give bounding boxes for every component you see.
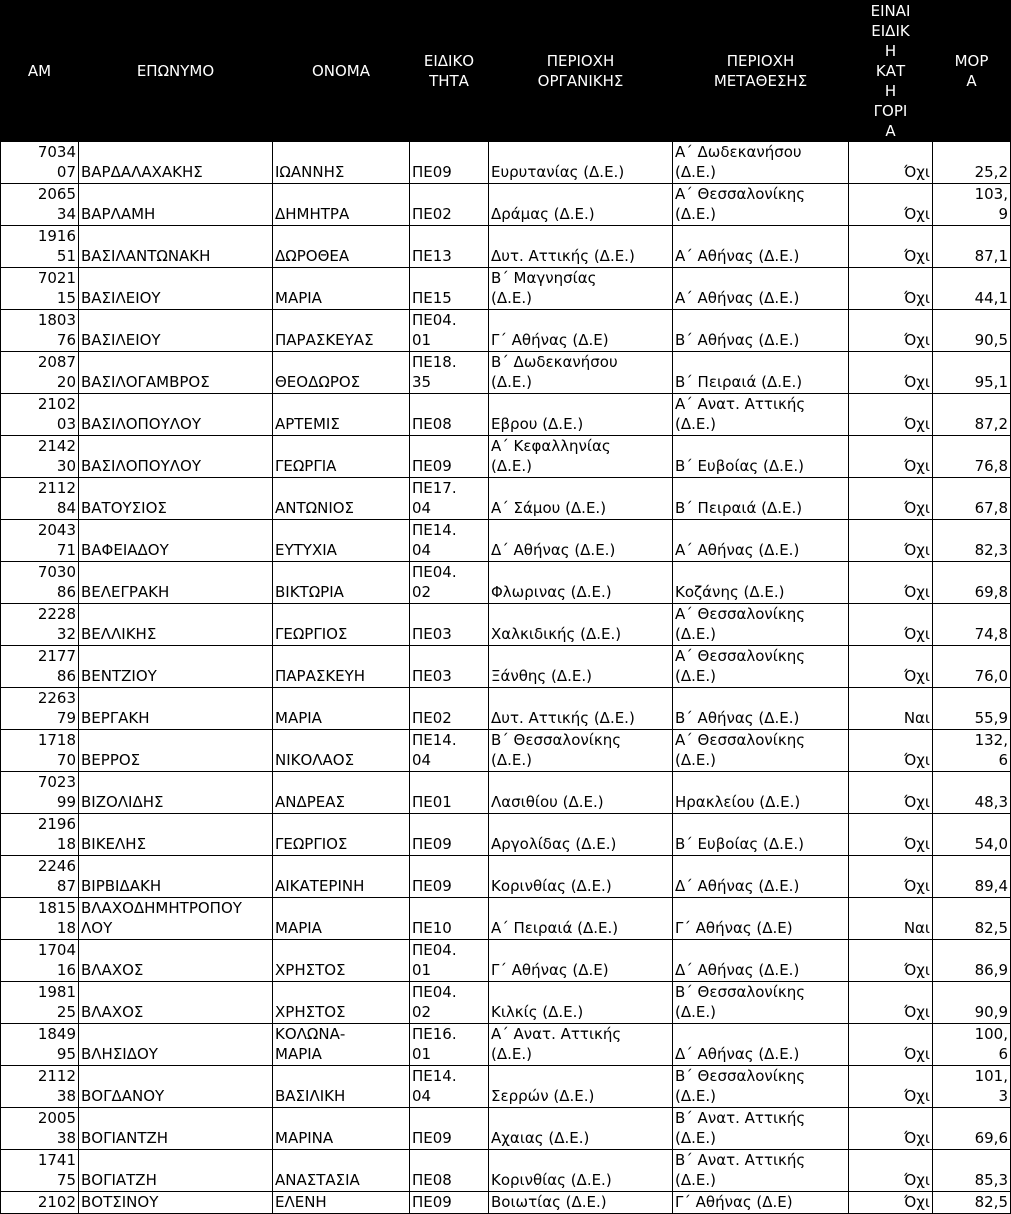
cell-organic-area: Αργολίδας (Δ.Ε.)	[489, 814, 673, 856]
table-row	[1, 478, 1011, 520]
cell-organic-area: Ευρυτανίας (Δ.Ε.)	[489, 142, 673, 184]
cell-special-category: Όχι	[849, 142, 933, 184]
cell-points: 85,3	[933, 1150, 1011, 1192]
cell-surname: ΒΕΝΤΖΙΟΥ	[79, 646, 273, 688]
cell-transfer-area: Α΄ Αθήνας (Δ.Ε.)	[673, 226, 849, 268]
table-row	[1, 772, 1011, 814]
cell-organic-area: Δυτ. Αττικής (Δ.Ε.)	[489, 688, 673, 730]
cell-points: 87,1	[933, 226, 1011, 268]
cell-am: 1718 70	[1, 730, 79, 772]
cell-points: 82,5	[933, 1192, 1011, 1214]
cell-am: 1815 18	[1, 898, 79, 940]
cell-specialty: ΠΕ09	[410, 436, 489, 478]
cell-special-category: Όχι	[849, 646, 933, 688]
cell-organic-area: Α΄ Κεφαλληνίας (Δ.Ε.)	[489, 436, 673, 478]
cell-name: ΑΝΔΡΕΑΣ	[273, 772, 410, 814]
cell-specialty: ΠΕ09	[410, 814, 489, 856]
cell-special-category: Όχι	[849, 394, 933, 436]
cell-organic-area: Α΄ Πειραιά (Δ.Ε.)	[489, 898, 673, 940]
cell-transfer-area: Α΄ Θεσσαλονίκης (Δ.Ε.)	[673, 646, 849, 688]
table-row	[1, 142, 1011, 184]
cell-am: 2196 18	[1, 814, 79, 856]
cell-organic-area: Κορινθίας (Δ.Ε.)	[489, 1150, 673, 1192]
cell-transfer-area: Β΄ Θεσσαλονίκης (Δ.Ε.)	[673, 1066, 849, 1108]
table-row	[1, 562, 1011, 604]
cell-specialty: ΠΕ08	[410, 394, 489, 436]
cell-specialty: ΠΕ09	[410, 1108, 489, 1150]
cell-am: 7030 86	[1, 562, 79, 604]
cell-organic-area: Εβρου (Δ.Ε.)	[489, 394, 673, 436]
cell-organic-area: Φλωρινας (Δ.Ε.)	[489, 562, 673, 604]
cell-name: ΠΑΡΑΣΚΕΥΗ	[273, 646, 410, 688]
cell-special-category: Όχι	[849, 982, 933, 1024]
cell-transfer-area: Α΄ Θεσσαλονίκης (Δ.Ε.)	[673, 184, 849, 226]
cell-specialty: ΠΕ13	[410, 226, 489, 268]
cell-name: ΜΑΡΙΑ	[273, 688, 410, 730]
cell-specialty: ΠΕ08	[410, 1150, 489, 1192]
cell-special-category: Όχι	[849, 310, 933, 352]
cell-organic-area: Κορινθίας (Δ.Ε.)	[489, 856, 673, 898]
cell-special-category: Όχι	[849, 814, 933, 856]
cell-special-category: Ναι	[849, 688, 933, 730]
header-row	[1, 1, 1011, 142]
cell-points: 90,5	[933, 310, 1011, 352]
cell-points: 44,1	[933, 268, 1011, 310]
cell-special-category: Όχι	[849, 1108, 933, 1150]
cell-transfer-area: Γ΄ Αθήνας (Δ.Ε)	[673, 1192, 849, 1214]
cell-am: 2005 38	[1, 1108, 79, 1150]
cell-name: ΕΥΤΥΧΙΑ	[273, 520, 410, 562]
cell-specialty: ΠΕ04. 01	[410, 310, 489, 352]
cell-points: 74,8	[933, 604, 1011, 646]
cell-organic-area: Β΄ Θεσσαλονίκης (Δ.Ε.)	[489, 730, 673, 772]
cell-specialty: ΠΕ04. 02	[410, 562, 489, 604]
cell-transfer-area: Δ΄ Αθήνας (Δ.Ε.)	[673, 1024, 849, 1066]
cell-organic-area: Ξάνθης (Δ.Ε.)	[489, 646, 673, 688]
cell-am: 1916 51	[1, 226, 79, 268]
header-special-category: ΕΙΝΑΙ ΕΙΔΙΚ Η ΚΑΤ Η ΓΟΡΙ Α	[849, 1, 933, 142]
cell-organic-area: Χαλκιδικής (Δ.Ε.)	[489, 604, 673, 646]
cell-name: ΓΕΩΡΓΙΑ	[273, 436, 410, 478]
cell-points: 67,8	[933, 478, 1011, 520]
cell-transfer-area: Δ΄ Αθήνας (Δ.Ε.)	[673, 856, 849, 898]
cell-am: 2112 38	[1, 1066, 79, 1108]
cell-points: 103, 9	[933, 184, 1011, 226]
cell-organic-area: Δ΄ Αθήνας (Δ.Ε.)	[489, 520, 673, 562]
table-row	[1, 688, 1011, 730]
cell-transfer-area: Β΄ Αθήνας (Δ.Ε.)	[673, 688, 849, 730]
cell-name: ΘΕΟΔΩΡΟΣ	[273, 352, 410, 394]
cell-surname: ΒΙΚΕΛΗΣ	[79, 814, 273, 856]
cell-specialty: ΠΕ02	[410, 688, 489, 730]
cell-transfer-area: Α΄ Δωδεκανήσου (Δ.Ε.)	[673, 142, 849, 184]
cell-am: 1981 25	[1, 982, 79, 1024]
cell-am: 1741 75	[1, 1150, 79, 1192]
cell-organic-area: Δυτ. Αττικής (Δ.Ε.)	[489, 226, 673, 268]
cell-specialty: ΠΕ14. 04	[410, 730, 489, 772]
cell-name: ΜΑΡΙΑ	[273, 268, 410, 310]
header-specialty: ΕΙΔΙΚΟ ΤΗΤΑ	[410, 1, 489, 142]
cell-special-category: Όχι	[849, 940, 933, 982]
cell-points: 95,1	[933, 352, 1011, 394]
cell-surname: ΒΕΛΛΙΚΗΣ	[79, 604, 273, 646]
cell-specialty: ΠΕ16. 01	[410, 1024, 489, 1066]
cell-surname: ΒΑΣΙΛΟΓΑΜΒΡΟΣ	[79, 352, 273, 394]
cell-organic-area: Λασιθίου (Δ.Ε.)	[489, 772, 673, 814]
cell-specialty: ΠΕ09	[410, 1192, 489, 1214]
header-points: ΜΟΡ Α	[933, 1, 1011, 142]
cell-name: ΑΙΚΑΤΕΡΙΝΗ	[273, 856, 410, 898]
header-surname: ΕΠΩΝΥΜΟ	[79, 1, 273, 142]
cell-organic-area: Γ΄ Αθήνας (Δ.Ε)	[489, 310, 673, 352]
table-row	[1, 520, 1011, 562]
table-row	[1, 730, 1011, 772]
cell-am: 2263 79	[1, 688, 79, 730]
cell-specialty: ΠΕ02	[410, 184, 489, 226]
table-row	[1, 268, 1011, 310]
cell-specialty: ΠΕ01	[410, 772, 489, 814]
cell-specialty: ΠΕ15	[410, 268, 489, 310]
cell-name: ΓΕΩΡΓΙΟΣ	[273, 604, 410, 646]
cell-points: 82,3	[933, 520, 1011, 562]
cell-organic-area: Κιλκίς (Δ.Ε.)	[489, 982, 673, 1024]
cell-am: 2065 34	[1, 184, 79, 226]
cell-surname: ΒΑΣΙΛΟΠΟΥΛΟΥ	[79, 436, 273, 478]
cell-surname: ΒΟΓΙΑΝΤΖΗ	[79, 1108, 273, 1150]
cell-organic-area: Γ΄ Αθήνας (Δ.Ε)	[489, 940, 673, 982]
table-row	[1, 940, 1011, 982]
cell-special-category: Όχι	[849, 1150, 933, 1192]
cell-transfer-area: Β΄ Ευβοίας (Δ.Ε.)	[673, 814, 849, 856]
header-transfer-area: ΠΕΡΙΟΧΗ ΜΕΤΑΘΕΣΗΣ	[673, 1, 849, 142]
cell-transfer-area: Α΄ Θεσσαλονίκης (Δ.Ε.)	[673, 730, 849, 772]
header-name: ΟΝΟΜΑ	[273, 1, 410, 142]
cell-surname: ΒΟΓΔΑΝΟΥ	[79, 1066, 273, 1108]
cell-surname: ΒΑΣΙΛΟΠΟΥΛΟΥ	[79, 394, 273, 436]
cell-points: 69,8	[933, 562, 1011, 604]
cell-specialty: ΠΕ03	[410, 604, 489, 646]
cell-special-category: Όχι	[849, 226, 933, 268]
cell-surname: ΒΑΦΕΙΑΔΟΥ	[79, 520, 273, 562]
cell-surname: ΒΙΖΟΛΙΔΗΣ	[79, 772, 273, 814]
cell-points: 86,9	[933, 940, 1011, 982]
cell-special-category: Όχι	[849, 1066, 933, 1108]
cell-name: ΒΑΣΙΛΙΚΗ	[273, 1066, 410, 1108]
cell-organic-area: Βοιωτίας (Δ.Ε.)	[489, 1192, 673, 1214]
cell-special-category: Όχι	[849, 436, 933, 478]
cell-transfer-area: Α΄ Ανατ. Αττικής (Δ.Ε.)	[673, 394, 849, 436]
table-row	[1, 604, 1011, 646]
cell-surname: ΒΕΛΕΓΡΑΚΗ	[79, 562, 273, 604]
cell-special-category: Όχι	[849, 1024, 933, 1066]
table-row	[1, 184, 1011, 226]
cell-special-category: Όχι	[849, 478, 933, 520]
cell-transfer-area: Ηρακλείου (Δ.Ε.)	[673, 772, 849, 814]
cell-special-category: Όχι	[849, 856, 933, 898]
cell-surname: ΒΕΡΓΑΚΗ	[79, 688, 273, 730]
cell-special-category: Όχι	[849, 268, 933, 310]
cell-surname: ΒΙΡΒΙΔΑΚΗ	[79, 856, 273, 898]
cell-points: 101, 3	[933, 1066, 1011, 1108]
cell-transfer-area: Κοζάνης (Δ.Ε.)	[673, 562, 849, 604]
cell-name: ΕΛΕΝΗ	[273, 1192, 410, 1214]
cell-special-category: Όχι	[849, 772, 933, 814]
cell-surname: ΒΛΑΧΟΔΗΜΗΤΡΟΠΟΥ ΛΟΥ	[79, 898, 273, 940]
cell-name: ΙΩΑΝΝΗΣ	[273, 142, 410, 184]
cell-organic-area: Β΄ Δωδεκανήσου (Δ.Ε.)	[489, 352, 673, 394]
cell-special-category: Όχι	[849, 730, 933, 772]
cell-transfer-area: Γ΄ Αθήνας (Δ.Ε)	[673, 898, 849, 940]
cell-transfer-area: Β΄ Θεσσαλονίκης (Δ.Ε.)	[673, 982, 849, 1024]
cell-special-category: Ναι	[849, 898, 933, 940]
cell-name: ΑΝΑΣΤΑΣΙΑ	[273, 1150, 410, 1192]
cell-am: 7021 15	[1, 268, 79, 310]
table-body	[1, 142, 1011, 1214]
cell-specialty: ΠΕ14. 04	[410, 1066, 489, 1108]
cell-name: ΜΑΡΙΑ	[273, 898, 410, 940]
cell-surname: ΒΟΓΙΑΤΖΗ	[79, 1150, 273, 1192]
cell-transfer-area: Β΄ Πειραιά (Δ.Ε.)	[673, 352, 849, 394]
cell-special-category: Όχι	[849, 184, 933, 226]
cell-points: 100, 6	[933, 1024, 1011, 1066]
table-row	[1, 982, 1011, 1024]
cell-name: ΝΙΚΟΛΑΟΣ	[273, 730, 410, 772]
table-row	[1, 898, 1011, 940]
cell-surname: ΒΑΣΙΛΕΙΟΥ	[79, 268, 273, 310]
cell-points: 87,2	[933, 394, 1011, 436]
cell-name: ΔΩΡΟΘΕΑ	[273, 226, 410, 268]
cell-surname: ΒΛΑΧΟΣ	[79, 982, 273, 1024]
cell-special-category: Όχι	[849, 604, 933, 646]
cell-special-category: Όχι	[849, 562, 933, 604]
cell-am: 2112 84	[1, 478, 79, 520]
cell-transfer-area: Δ΄ Αθήνας (Δ.Ε.)	[673, 940, 849, 982]
header-organic-area: ΠΕΡΙΟΧΗ ΟΡΓΑΝΙΚΗΣ	[489, 1, 673, 142]
cell-transfer-area: Β΄ Αθήνας (Δ.Ε.)	[673, 310, 849, 352]
cell-special-category: Όχι	[849, 352, 933, 394]
cell-am: 2102	[1, 1192, 79, 1214]
cell-specialty: ΠΕ09	[410, 856, 489, 898]
header-am: ΑΜ	[1, 1, 79, 142]
cell-surname: ΒΑΣΙΛΕΙΟΥ	[79, 310, 273, 352]
table-row	[1, 1192, 1011, 1214]
cell-surname: ΒΕΡΡΟΣ	[79, 730, 273, 772]
cell-transfer-area: Β΄ Ευβοίας (Δ.Ε.)	[673, 436, 849, 478]
cell-special-category: Όχι	[849, 520, 933, 562]
cell-transfer-area: Β΄ Ανατ. Αττικής (Δ.Ε.)	[673, 1108, 849, 1150]
cell-am: 1704 16	[1, 940, 79, 982]
cell-specialty: ΠΕ03	[410, 646, 489, 688]
cell-name: ΠΑΡΑΣΚΕΥΑΣ	[273, 310, 410, 352]
cell-name: ΚΟΛΩΝΑ- ΜΑΡΙΑ	[273, 1024, 410, 1066]
cell-points: 55,9	[933, 688, 1011, 730]
table-header	[1, 1, 1011, 142]
cell-points: 48,3	[933, 772, 1011, 814]
table-row	[1, 352, 1011, 394]
cell-am: 2087 20	[1, 352, 79, 394]
cell-specialty: ΠΕ04. 01	[410, 940, 489, 982]
cell-am: 7034 07	[1, 142, 79, 184]
cell-name: ΓΕΩΡΓΙΟΣ	[273, 814, 410, 856]
cell-surname: ΒΛΗΣΙΔΟΥ	[79, 1024, 273, 1066]
cell-am: 2043 71	[1, 520, 79, 562]
cell-surname: ΒΛΑΧΟΣ	[79, 940, 273, 982]
cell-organic-area: Α΄ Σάμου (Δ.Ε.)	[489, 478, 673, 520]
cell-points: 25,2	[933, 142, 1011, 184]
cell-organic-area: Σερρών (Δ.Ε.)	[489, 1066, 673, 1108]
cell-am: 7023 99	[1, 772, 79, 814]
cell-points: 89,4	[933, 856, 1011, 898]
cell-points: 76,8	[933, 436, 1011, 478]
table-row	[1, 646, 1011, 688]
table-row	[1, 394, 1011, 436]
cell-name: ΧΡΗΣΤΟΣ	[273, 982, 410, 1024]
table-row	[1, 1024, 1011, 1066]
cell-organic-area: Δράμας (Δ.Ε.)	[489, 184, 673, 226]
cell-surname: ΒΑΤΟΥΣΙΟΣ	[79, 478, 273, 520]
cell-am: 2102 03	[1, 394, 79, 436]
cell-am: 2228 32	[1, 604, 79, 646]
cell-name: ΑΡΤΕΜΙΣ	[273, 394, 410, 436]
table-row	[1, 814, 1011, 856]
cell-transfer-area: Α΄ Θεσσαλονίκης (Δ.Ε.)	[673, 604, 849, 646]
cell-surname: ΒΑΡΛΑΜΗ	[79, 184, 273, 226]
cell-am: 1803 76	[1, 310, 79, 352]
cell-points: 76,0	[933, 646, 1011, 688]
cell-points: 90,9	[933, 982, 1011, 1024]
table-row	[1, 856, 1011, 898]
cell-points: 82,5	[933, 898, 1011, 940]
cell-organic-area: Β΄ Μαγνησίας (Δ.Ε.)	[489, 268, 673, 310]
table-row	[1, 226, 1011, 268]
table-row	[1, 310, 1011, 352]
cell-points: 69,6	[933, 1108, 1011, 1150]
table-row	[1, 1066, 1011, 1108]
table-row	[1, 1150, 1011, 1192]
cell-transfer-area: Α΄ Αθήνας (Δ.Ε.)	[673, 268, 849, 310]
cell-name: ΑΝΤΩΝΙΟΣ	[273, 478, 410, 520]
cell-am: 2246 87	[1, 856, 79, 898]
cell-points: 132, 6	[933, 730, 1011, 772]
cell-surname: ΒΑΣΙΛΑΝΤΩΝΑΚΗ	[79, 226, 273, 268]
cell-name: ΧΡΗΣΤΟΣ	[273, 940, 410, 982]
cell-specialty: ΠΕ17. 04	[410, 478, 489, 520]
cell-transfer-area: Β΄ Ανατ. Αττικής (Δ.Ε.)	[673, 1150, 849, 1192]
cell-specialty: ΠΕ10	[410, 898, 489, 940]
cell-transfer-area: Α΄ Αθήνας (Δ.Ε.)	[673, 520, 849, 562]
cell-specialty: ΠΕ14. 04	[410, 520, 489, 562]
cell-special-category: Όχι	[849, 1192, 933, 1214]
cell-points: 54,0	[933, 814, 1011, 856]
cell-name: ΜΑΡΙΝΑ	[273, 1108, 410, 1150]
cell-surname: ΒΑΡΔΑΛΑΧΑΚΗΣ	[79, 142, 273, 184]
cell-surname: ΒΟΤΣΙΝΟΥ	[79, 1192, 273, 1214]
table-row	[1, 436, 1011, 478]
cell-organic-area: Αχαιας (Δ.Ε.)	[489, 1108, 673, 1150]
cell-specialty: ΠΕ18. 35	[410, 352, 489, 394]
cell-transfer-area: Β΄ Πειραιά (Δ.Ε.)	[673, 478, 849, 520]
cell-am: 2177 86	[1, 646, 79, 688]
cell-organic-area: Α΄ Ανατ. Αττικής (Δ.Ε.)	[489, 1024, 673, 1066]
cell-am: 2142 30	[1, 436, 79, 478]
cell-specialty: ΠΕ09	[410, 142, 489, 184]
cell-specialty: ΠΕ04. 02	[410, 982, 489, 1024]
table-row	[1, 1108, 1011, 1150]
cell-am: 1849 95	[1, 1024, 79, 1066]
cell-name: ΒΙΚΤΩΡΙΑ	[273, 562, 410, 604]
cell-name: ΔΗΜΗΤΡΑ	[273, 184, 410, 226]
